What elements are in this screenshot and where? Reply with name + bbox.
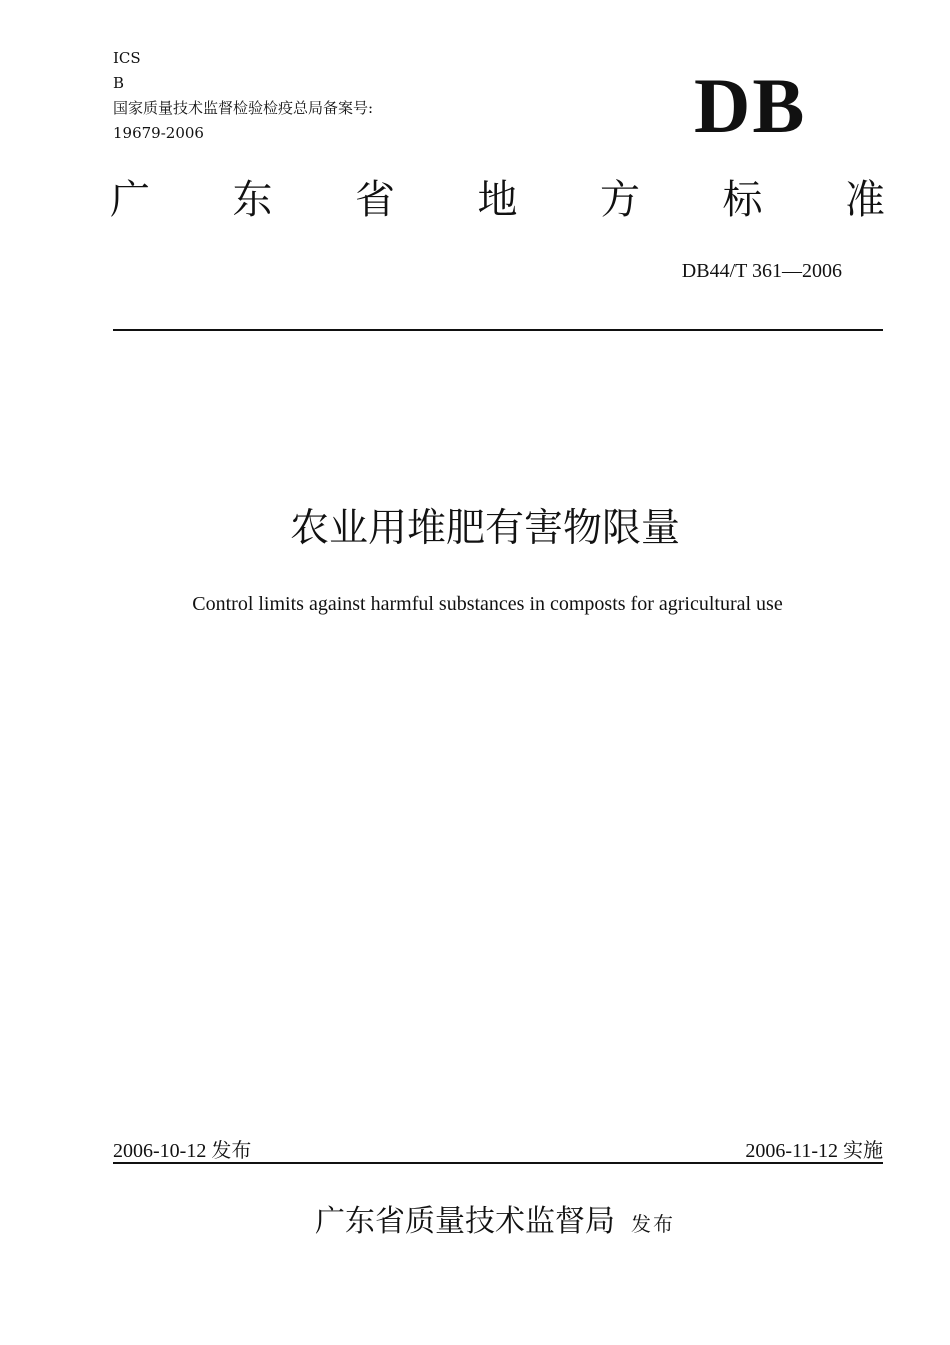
standard-type-char: 省 <box>355 177 395 223</box>
issuer-line <box>0 1196 950 1240</box>
footer-divider <box>113 1162 883 1164</box>
filing-number: 19679-2006 <box>113 124 204 142</box>
issuer-action: 发布 <box>631 1212 675 1236</box>
ics-label: ICS <box>113 49 141 67</box>
standard-type-char: 准 <box>845 177 885 223</box>
db-logo: DB <box>694 62 807 149</box>
issue-date: 2006-10-12 发布 <box>113 1140 252 1162</box>
standard-number: DB44/T 361—2006 <box>681 260 842 282</box>
header-divider <box>113 329 883 331</box>
standard-type-title <box>110 172 885 228</box>
standard-type-char: 广 <box>110 177 150 223</box>
issuer-name: 广东省质量技术监督局 <box>315 1204 615 1239</box>
standard-type-char: 方 <box>600 177 640 223</box>
standard-type-char: 地 <box>477 177 518 223</box>
classification-code: B <box>113 74 125 92</box>
title-english: Control limits against harmful substances in composts for agricultural use <box>192 593 783 615</box>
standard-type-char: 标 <box>722 177 763 223</box>
standard-type-char: 东 <box>232 177 273 223</box>
filing-label: 国家质量技术监督检验检疫总局备案号: <box>113 99 374 117</box>
title-chinese: 农业用堆肥有害物限量 <box>289 506 680 551</box>
effective-date: 2006-11-12 实施 <box>745 1140 883 1162</box>
